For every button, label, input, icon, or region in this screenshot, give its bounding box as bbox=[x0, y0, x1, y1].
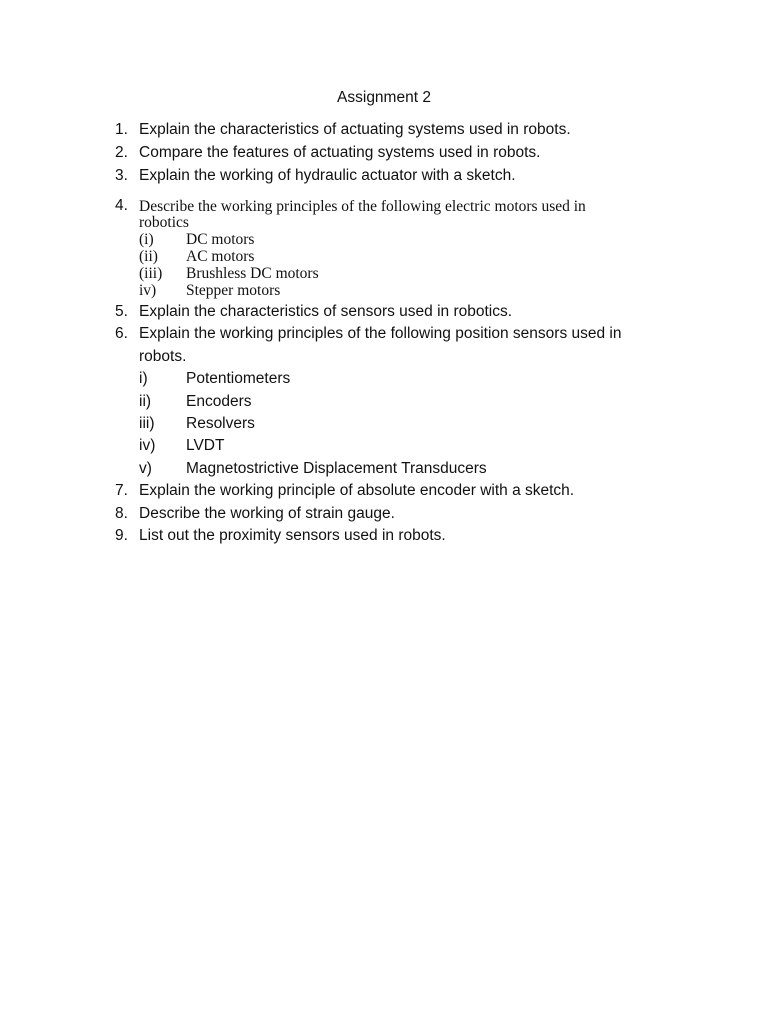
list-item-text: Encoders bbox=[186, 393, 252, 410]
list-item-text: Potentiometers bbox=[186, 370, 291, 387]
question-number: 7. bbox=[115, 482, 128, 499]
list-item-text: Brushless DC motors bbox=[186, 265, 319, 282]
list-item-text: LVDT bbox=[186, 437, 225, 454]
question-text-line-2: robotics bbox=[139, 214, 189, 231]
list-item-marker: (iii) bbox=[139, 265, 163, 282]
list-item-text: DC motors bbox=[186, 231, 255, 248]
list-item-marker: ii) bbox=[139, 393, 152, 410]
question-text: List out the proximity sensors used in robots. bbox=[139, 527, 446, 544]
question-text: Explain the working of hydraulic actuator with a sketch. bbox=[139, 167, 516, 184]
list-item-text: AC motors bbox=[186, 248, 255, 265]
question-number: 4. bbox=[115, 197, 128, 214]
question-text: Explain the working principle of absolute encoder with a sketch. bbox=[139, 482, 575, 499]
question-text: Explain the characteristics of actuating systems used in robots. bbox=[139, 121, 571, 138]
list-item-marker: (ii) bbox=[139, 248, 158, 265]
question-number: 3. bbox=[115, 167, 128, 184]
page-title-text: Assignment 2 bbox=[337, 89, 431, 106]
list-item-text: Magnetostrictive Displacement Transducers bbox=[186, 460, 487, 477]
question-text-line-1: Explain the working principles of the following position sensors used in bbox=[139, 325, 622, 342]
question-number: 9. bbox=[115, 527, 128, 544]
question-number: 6. bbox=[115, 325, 128, 342]
list-item-text: Stepper motors bbox=[186, 282, 281, 299]
question-text-line-1: Describe the working principles of the following electric motors used in bbox=[139, 198, 586, 215]
list-item-marker: i) bbox=[139, 370, 148, 387]
question-text-line-2: robots. bbox=[139, 348, 187, 365]
list-item-marker: iv) bbox=[139, 437, 156, 454]
question-text: Explain the characteristics of sensors used in robotics. bbox=[139, 303, 513, 320]
page-title bbox=[0, 88, 768, 108]
question-text: Describe the working of strain gauge. bbox=[139, 505, 395, 522]
question-number: 2. bbox=[115, 144, 128, 161]
list-item-marker: iv) bbox=[139, 282, 157, 299]
question-number: 1. bbox=[115, 121, 128, 138]
list-item-text: Resolvers bbox=[186, 415, 255, 432]
list-item-marker: iii) bbox=[139, 415, 155, 432]
question-number: 8. bbox=[115, 505, 128, 522]
list-item-marker: v) bbox=[139, 460, 152, 477]
question-text: Compare the features of actuating systems used in robots. bbox=[139, 144, 541, 161]
question-number: 5. bbox=[115, 303, 128, 320]
list-item-marker: (i) bbox=[139, 231, 154, 248]
